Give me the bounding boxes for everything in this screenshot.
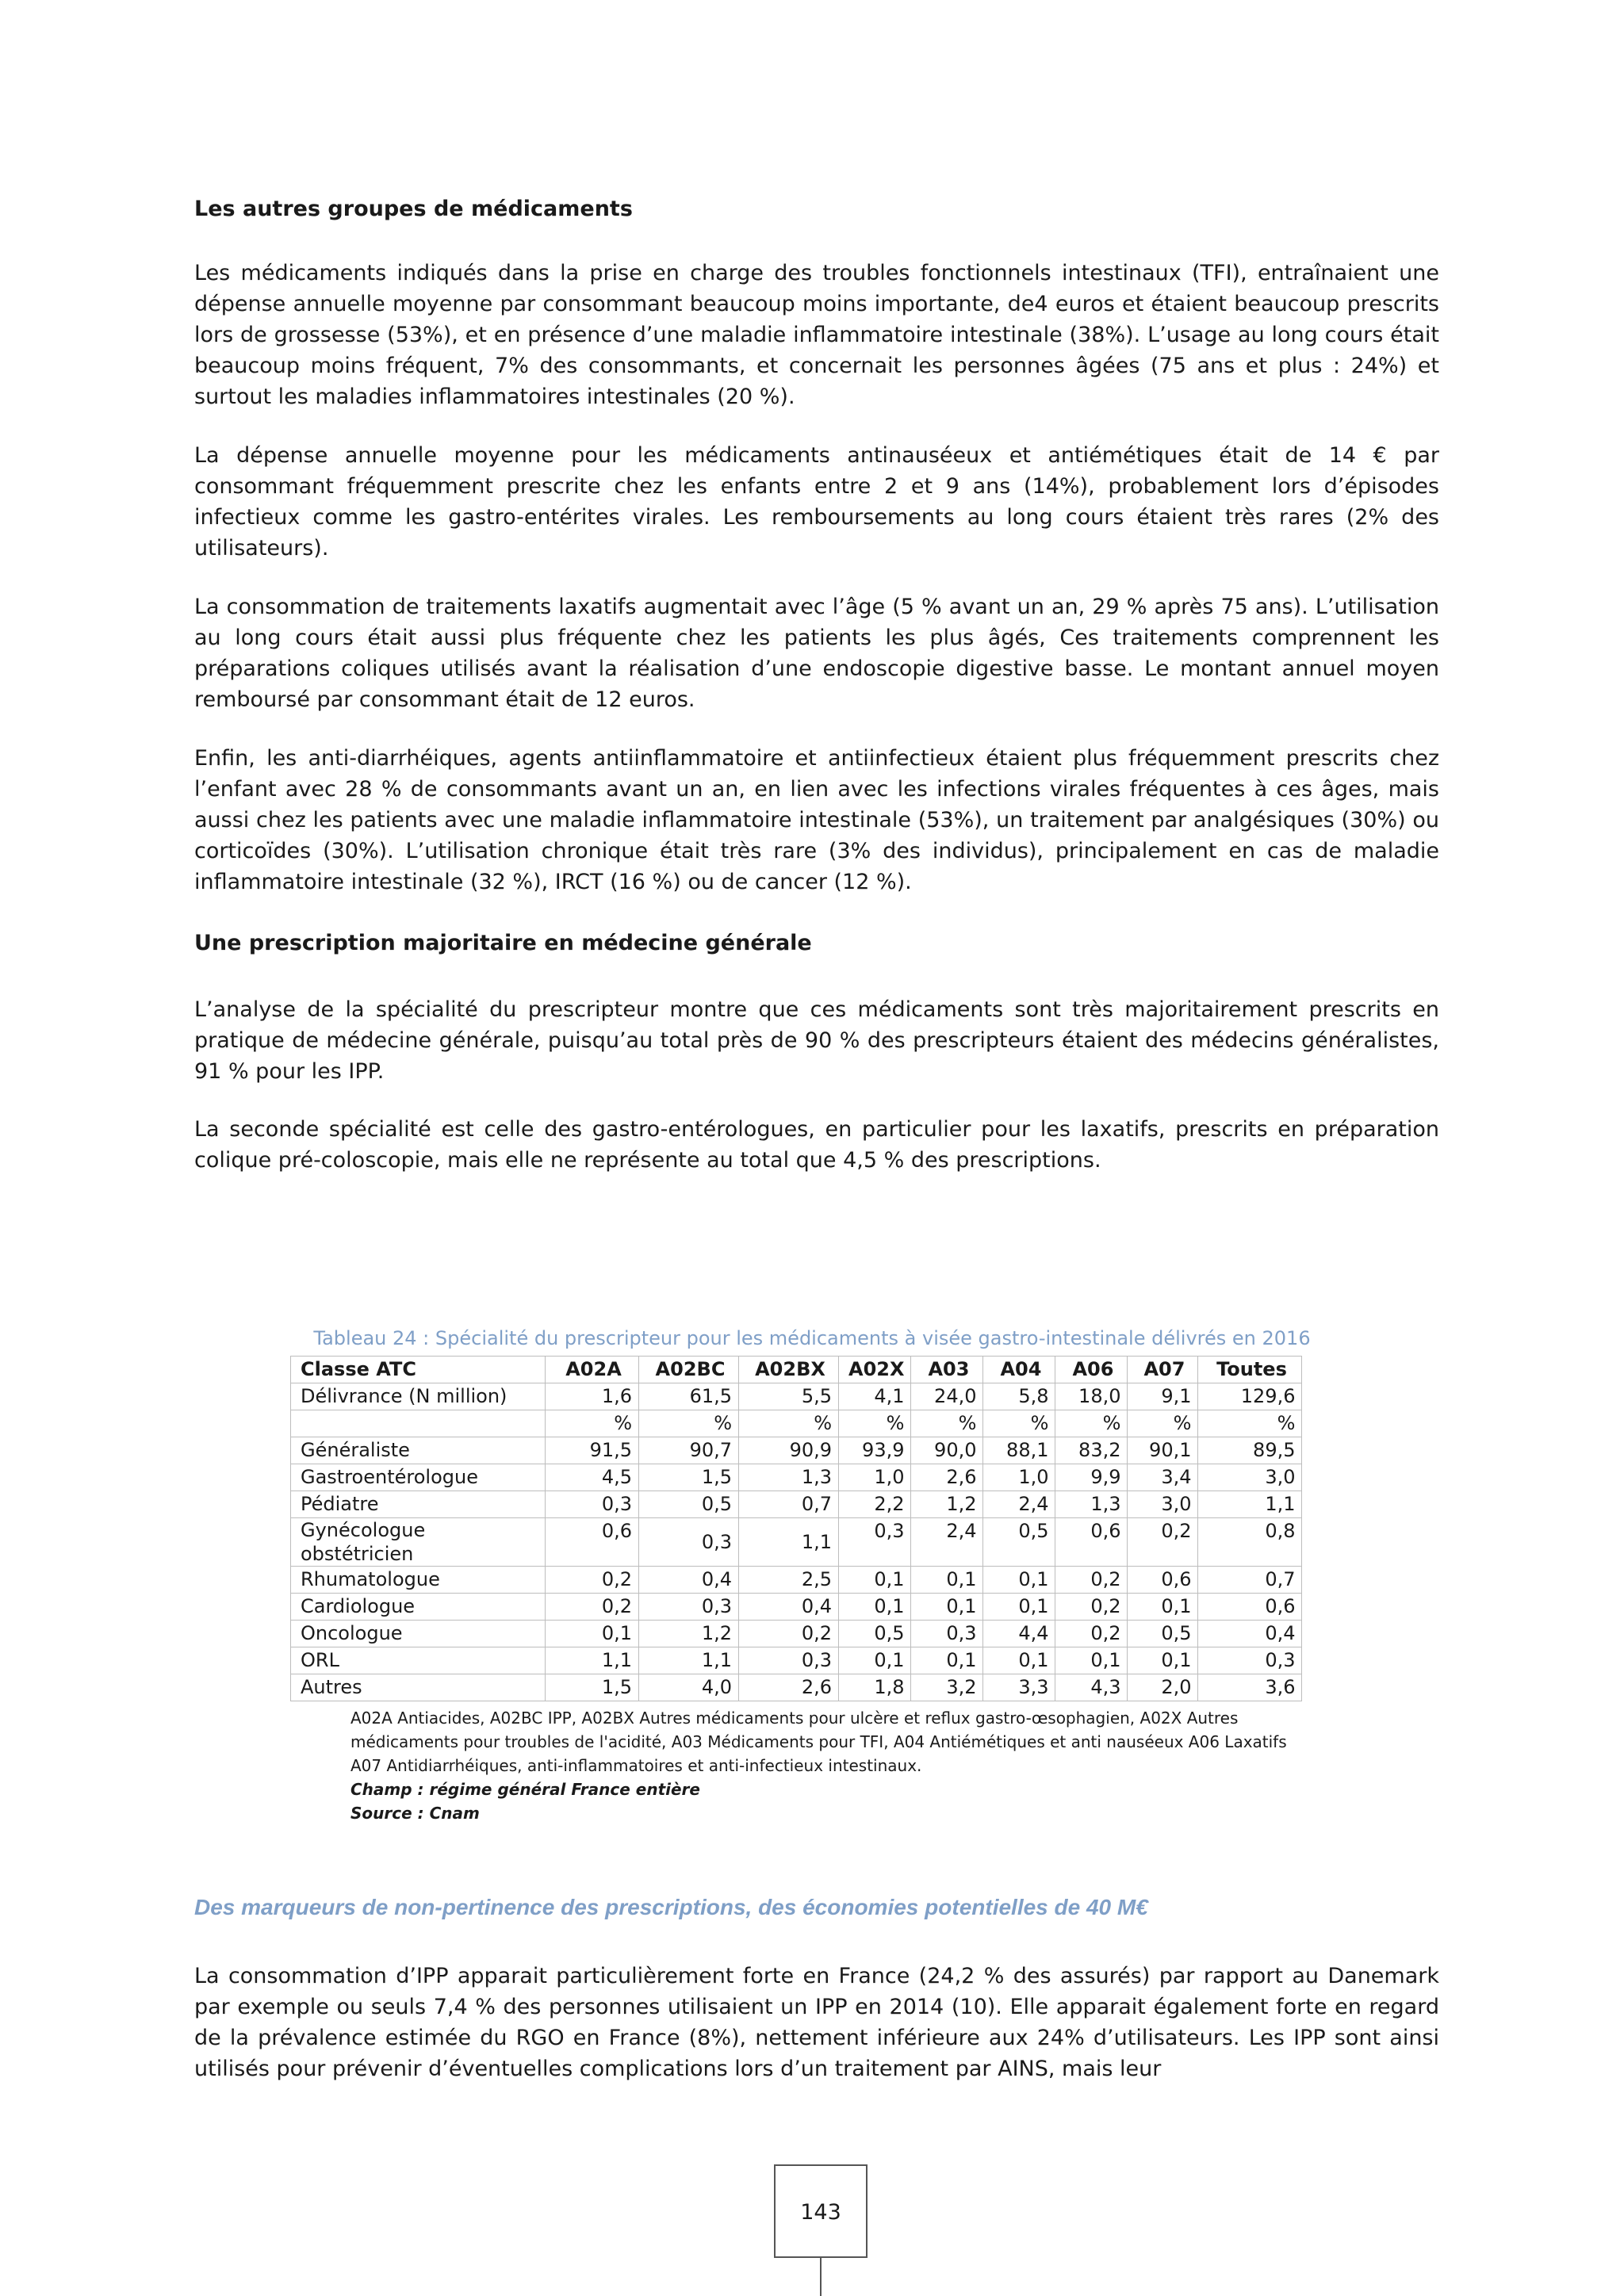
paragraph-prescriber-analysis: L’analyse de la spécialité du prescripteur montre que ces médicaments sont très majoritairement prescrits en pratique de médecine générale, puisqu’au total près de 90 % des prescripteurs étaient des médecins généralistes, 91 % pour les IPP. bbox=[194, 997, 1439, 1084]
value-cell: 2,6 bbox=[911, 1464, 983, 1491]
value-cell: 9,9 bbox=[1055, 1464, 1128, 1491]
table-row bbox=[291, 1647, 1302, 1674]
row-label-cell: Autres bbox=[291, 1674, 546, 1701]
row-label-cell bbox=[291, 1410, 546, 1437]
value-cell: 0,3 bbox=[911, 1621, 983, 1647]
heading-general-medicine: Une prescription majoritaire en médecine générale bbox=[194, 931, 812, 955]
value-cell: 0,1 bbox=[839, 1567, 911, 1594]
value-cell: 0,5 bbox=[983, 1518, 1055, 1567]
table-row bbox=[291, 1518, 1302, 1567]
header-cell: Classe ATC bbox=[291, 1357, 546, 1383]
value-cell: % bbox=[546, 1410, 639, 1437]
header-cell: A04 bbox=[983, 1357, 1055, 1383]
table-caption: Tableau 24 : Spécialité du prescripteur pour les médicaments à visée gastro-intestinale délivrés en 2016 bbox=[313, 1327, 1311, 1349]
value-cell: 1,0 bbox=[983, 1464, 1055, 1491]
value-cell: 0,3 bbox=[839, 1518, 911, 1567]
value-cell: 0,2 bbox=[739, 1621, 839, 1647]
value-cell: 1,6 bbox=[546, 1383, 639, 1410]
value-cell: 2,5 bbox=[739, 1567, 839, 1594]
value-cell: 0,1 bbox=[546, 1621, 639, 1647]
value-cell: 2,4 bbox=[911, 1518, 983, 1567]
value-cell: 1,1 bbox=[739, 1518, 839, 1567]
value-cell: 90,0 bbox=[911, 1437, 983, 1464]
value-cell: 0,2 bbox=[546, 1594, 639, 1621]
header-cell: A02X bbox=[839, 1357, 911, 1383]
value-cell: 90,1 bbox=[1128, 1437, 1198, 1464]
value-cell: 0,7 bbox=[1198, 1567, 1302, 1594]
header-cell: A02BX bbox=[739, 1357, 839, 1383]
value-cell: 2,2 bbox=[839, 1491, 911, 1518]
value-cell: 1,0 bbox=[839, 1464, 911, 1491]
value-cell: 0,6 bbox=[1128, 1567, 1198, 1594]
value-cell: 1,1 bbox=[546, 1647, 639, 1674]
value-cell: % bbox=[639, 1410, 739, 1437]
value-cell: 0,1 bbox=[983, 1594, 1055, 1621]
percent-row bbox=[291, 1410, 1302, 1437]
header-cell: A07 bbox=[1128, 1357, 1198, 1383]
value-cell: 0,3 bbox=[739, 1647, 839, 1674]
value-cell: 0,1 bbox=[1055, 1647, 1128, 1674]
row-label-cell: Généraliste bbox=[291, 1437, 546, 1464]
row-label-cell: Pédiatre bbox=[291, 1491, 546, 1518]
value-cell: 9,1 bbox=[1128, 1383, 1198, 1410]
delivery-row bbox=[291, 1383, 1302, 1410]
value-cell: 0,3 bbox=[546, 1491, 639, 1518]
value-cell: % bbox=[983, 1410, 1055, 1437]
value-cell: 1,3 bbox=[739, 1464, 839, 1491]
value-cell: % bbox=[739, 1410, 839, 1437]
value-cell: 0,1 bbox=[1128, 1647, 1198, 1674]
header-cell: Toutes bbox=[1198, 1357, 1302, 1383]
value-cell: 24,0 bbox=[911, 1383, 983, 1410]
value-cell: 1,2 bbox=[639, 1621, 739, 1647]
value-cell: 4,1 bbox=[839, 1383, 911, 1410]
value-cell: 88,1 bbox=[983, 1437, 1055, 1464]
value-cell: 0,2 bbox=[1055, 1567, 1128, 1594]
value-cell: 18,0 bbox=[1055, 1383, 1128, 1410]
value-cell: 1,3 bbox=[1055, 1491, 1128, 1518]
row-label-cell: Gastroentérologue bbox=[291, 1464, 546, 1491]
value-cell: 3,4 bbox=[1128, 1464, 1198, 1491]
value-cell: 3,0 bbox=[1198, 1464, 1302, 1491]
value-cell: 90,7 bbox=[639, 1437, 739, 1464]
value-cell: 3,0 bbox=[1128, 1491, 1198, 1518]
table-row bbox=[291, 1464, 1302, 1491]
header-cell: A02BC bbox=[639, 1357, 739, 1383]
value-cell: 0,7 bbox=[739, 1491, 839, 1518]
value-cell: 0,2 bbox=[1055, 1594, 1128, 1621]
value-cell: 90,9 bbox=[739, 1437, 839, 1464]
value-cell: 93,9 bbox=[839, 1437, 911, 1464]
table-notes bbox=[350, 1706, 1294, 1825]
value-cell: 0,1 bbox=[983, 1567, 1055, 1594]
value-cell: 5,8 bbox=[983, 1383, 1055, 1410]
value-cell: % bbox=[1128, 1410, 1198, 1437]
value-cell: 0,5 bbox=[839, 1621, 911, 1647]
value-cell: 0,3 bbox=[639, 1518, 739, 1567]
table-row bbox=[291, 1594, 1302, 1621]
value-cell: 1,5 bbox=[546, 1674, 639, 1701]
value-cell: 61,5 bbox=[639, 1383, 739, 1410]
value-cell: 1,1 bbox=[1198, 1491, 1302, 1518]
value-cell: % bbox=[911, 1410, 983, 1437]
table-legend: A02A Antiacides, A02BC IPP, A02BX Autres médicaments pour ulcère et reflux gastro-œsophagien, A02X Autres médicaments pour troubles de l'acidité, A03 Médicaments pour TFI, A04 Antiémétiques et anti nauséeux A06 Laxatifs A07 Antidiarrhéiques, anti-inflammatoires et anti-infectieux intestinaux. bbox=[350, 1709, 1287, 1775]
row-label-cell: Délivrance (N million) bbox=[291, 1383, 546, 1410]
paragraph-antiemetics: La dépense annuelle moyenne pour les médicaments antinauséeux et antiémétiques était de 14 € par consommant fréquemment prescrite chez les enfants entre 2 et 9 ans (14%), probablement lors d’épisodes infectieux comme les gastro-entérites virales. Les remboursements au long cours étaient très rares (2% des utilisateurs). bbox=[194, 443, 1439, 561]
header-cell: A06 bbox=[1055, 1357, 1128, 1383]
value-cell: 5,5 bbox=[739, 1383, 839, 1410]
value-cell: 4,5 bbox=[546, 1464, 639, 1491]
value-cell: 0,2 bbox=[546, 1567, 639, 1594]
table-row bbox=[291, 1674, 1302, 1701]
value-cell: 0,4 bbox=[739, 1594, 839, 1621]
value-cell: 0,5 bbox=[1128, 1621, 1198, 1647]
value-cell: % bbox=[1198, 1410, 1302, 1437]
paragraph-tfi: Les médicaments indiqués dans la prise en charge des troubles fonctionnels intestinaux (TFI), entraînaient une dépense annuelle moyenne par consommant beaucoup moins importante, de4 euros et étaient beaucoup prescrits lors de grossesse (53%), et en présence d’une maladie inflammatoire intestinale (38%). L’usage au long cours était beaucoup moins fréquent, 7% des consommants, et concernait les personnes âgées (75 ans et plus : 24%) et surtout les maladies inflammatoires intestinales (20 %). bbox=[194, 261, 1439, 409]
header-cell: A03 bbox=[911, 1357, 983, 1383]
value-cell: 2,0 bbox=[1128, 1674, 1198, 1701]
value-cell: 91,5 bbox=[546, 1437, 639, 1464]
paragraph-gastroenterologists: La seconde spécialité est celle des gastro-entérologues, en particulier pour les laxatifs, prescrits en préparation colique pré-coloscopie, mais elle ne représente au total que 4,5 % des prescriptions. bbox=[194, 1117, 1439, 1173]
value-cell: 0,5 bbox=[639, 1491, 739, 1518]
value-cell: 1,8 bbox=[839, 1674, 911, 1701]
value-cell: 3,6 bbox=[1198, 1674, 1302, 1701]
value-cell: 0,1 bbox=[911, 1647, 983, 1674]
value-cell: 0,3 bbox=[639, 1594, 739, 1621]
table-row bbox=[291, 1437, 1302, 1464]
value-cell: 0,2 bbox=[1128, 1518, 1198, 1567]
value-cell: 0,1 bbox=[911, 1567, 983, 1594]
value-cell: 1,2 bbox=[911, 1491, 983, 1518]
value-cell: % bbox=[1055, 1410, 1128, 1437]
value-cell: % bbox=[839, 1410, 911, 1437]
value-cell: 0,1 bbox=[911, 1594, 983, 1621]
page-number-connector bbox=[820, 2258, 822, 2296]
value-cell: 4,4 bbox=[983, 1621, 1055, 1647]
value-cell: 0,1 bbox=[983, 1647, 1055, 1674]
value-cell: 3,2 bbox=[911, 1674, 983, 1701]
value-cell: 4,0 bbox=[639, 1674, 739, 1701]
value-cell: 0,6 bbox=[1198, 1594, 1302, 1621]
table-row bbox=[291, 1567, 1302, 1594]
table-scope: Champ : régime général France entière bbox=[350, 1780, 700, 1799]
value-cell: 83,2 bbox=[1055, 1437, 1128, 1464]
value-cell: 0,6 bbox=[1055, 1518, 1128, 1567]
row-label-cell: Oncologue bbox=[291, 1621, 546, 1647]
section-title-non-relevance: Des marqueurs de non-pertinence des prescriptions, des économies potentielles de 40 M€ bbox=[194, 1895, 1148, 1919]
prescriber-specialty-table bbox=[290, 1356, 1302, 1701]
table-row bbox=[291, 1491, 1302, 1518]
table-source: Source : Cnam bbox=[350, 1804, 480, 1823]
paragraph-antidiarrheals: Enfin, les anti-diarrhéiques, agents antiinflammatoire et antiinfectieux étaient plus fréquemment prescrits chez l’enfant avec 28 % de consommants avant un an, en lien avec les infections virales fréquentes à ces âges, mais aussi chez les patients avec une maladie inflammatoire intestinale (53%), un traitement par analgésiques (30%) ou corticoïdes (30%). L’utilisation chronique était très rare (3% des individus), principalement en cas de maladie inflammatoire intestinale (32 %), IRCT (16 %) ou de cancer (12 %). bbox=[194, 746, 1439, 894]
value-cell: 0,2 bbox=[1055, 1621, 1128, 1647]
value-cell: 3,3 bbox=[983, 1674, 1055, 1701]
value-cell: 89,5 bbox=[1198, 1437, 1302, 1464]
value-cell: 0,3 bbox=[1198, 1647, 1302, 1674]
row-label-cell: ORL bbox=[291, 1647, 546, 1674]
value-cell: 129,6 bbox=[1198, 1383, 1302, 1410]
paragraph-laxatives: La consommation de traitements laxatifs augmentait avec l’âge (5 % avant un an, 29 % après 75 ans). L’utilisation au long cours était aussi plus fréquente chez les patients les plus âgés, Ces traitements comprennent les préparations coliques utilisés avant la réalisation d’une endoscopie digestive basse. Le montant annuel moyen remboursé par consommant était de 12 euros. bbox=[194, 595, 1439, 712]
value-cell: 0,8 bbox=[1198, 1518, 1302, 1567]
value-cell: 0,1 bbox=[839, 1594, 911, 1621]
page-number: 143 bbox=[774, 2164, 868, 2258]
paragraph-ipp-consumption: La consommation d’IPP apparait particulièrement forte en France (24,2 % des assurés) par rapport au Danemark par exemple ou seuls 7,4 % des personnes utilisaient un IPP en 2014 (10). Elle apparait également forte en regard de la prévalence estimée du RGO en France (8%), nettement inférieure aux 24% d’utilisateurs. Les IPP sont ainsi utilisés pour prévenir d’éventuelles complications lors d’un traitement par AINS, mais leur bbox=[194, 1964, 1439, 2081]
value-cell: 2,6 bbox=[739, 1674, 839, 1701]
value-cell: 1,5 bbox=[639, 1464, 739, 1491]
row-label-cell: Rhumatologue bbox=[291, 1567, 546, 1594]
value-cell: 0,1 bbox=[839, 1647, 911, 1674]
header-cell: A02A bbox=[546, 1357, 639, 1383]
heading-other-drug-groups: Les autres groupes de médicaments bbox=[194, 197, 633, 221]
value-cell: 0,6 bbox=[546, 1518, 639, 1567]
row-label-cell: Gynécologue obstétricien bbox=[291, 1518, 546, 1567]
value-cell: 4,3 bbox=[1055, 1674, 1128, 1701]
value-cell: 2,4 bbox=[983, 1491, 1055, 1518]
row-label-cell: Cardiologue bbox=[291, 1594, 546, 1621]
value-cell: 1,1 bbox=[639, 1647, 739, 1674]
table-row bbox=[291, 1621, 1302, 1647]
value-cell: 0,4 bbox=[639, 1567, 739, 1594]
value-cell: 0,4 bbox=[1198, 1621, 1302, 1647]
table-header-row bbox=[291, 1357, 1302, 1383]
value-cell: 0,1 bbox=[1128, 1594, 1198, 1621]
